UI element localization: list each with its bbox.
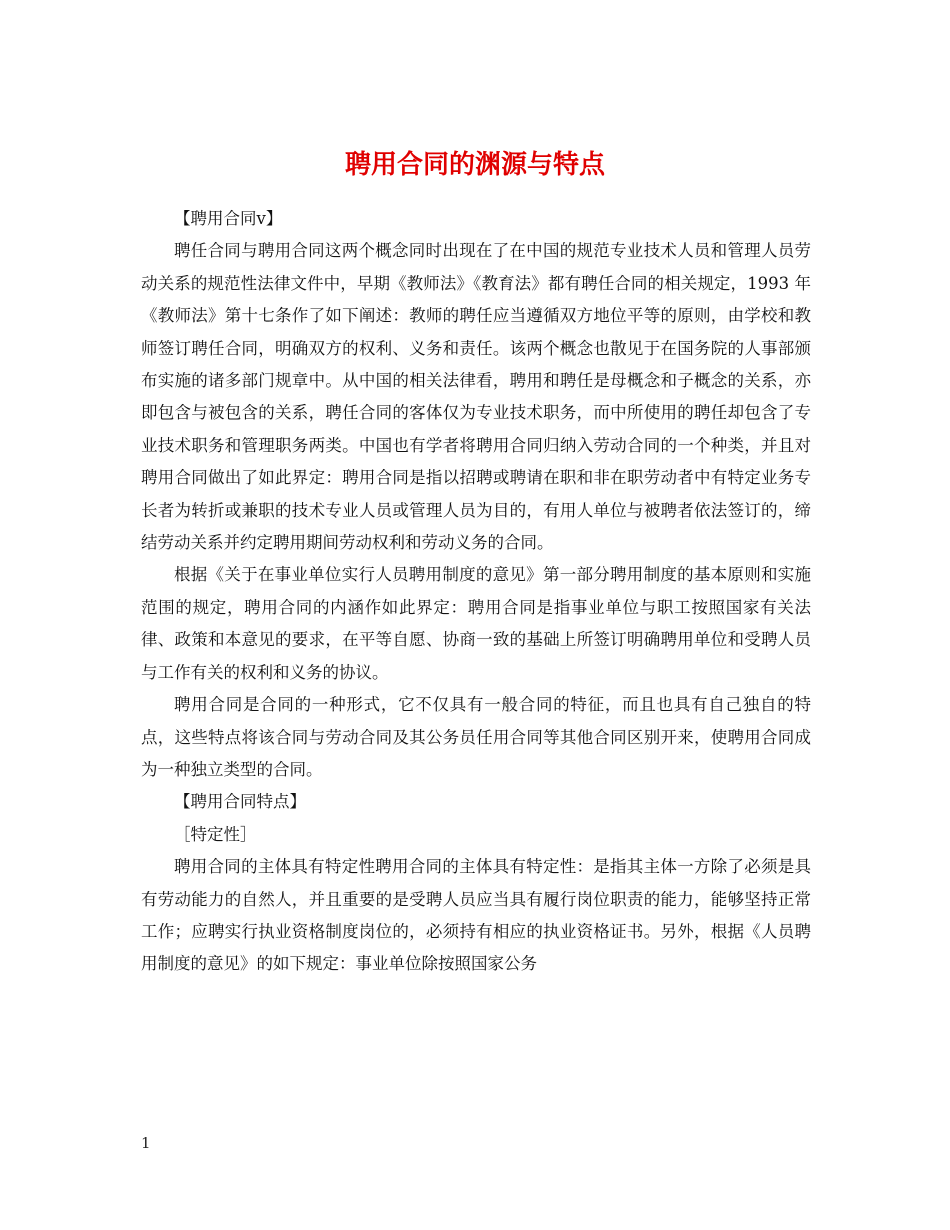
document-title: 聘用合同的渊源与特点 bbox=[344, 150, 605, 181]
page-number: 1 bbox=[141, 1134, 151, 1152]
paragraph-origin: 聘任合同与聘用合同这两个概念同时出现在了在中国的规范专业技术人员和管理人员劳动关系的规范性法律文件中，早期《教师法》《教育法》都有聘任合同的相关规定，1993 年《教师法》第十七条作了如下阐述：教师的聘任应当遵循双方地位平等的原则，由学校和教师签订聘任合同，明确双方的权利、义务和责任。该两个概念也散见于在国务院的人事部颁布实施的诸多部门规章中。从中国的相关法律看，聘用和聘任是母概念和子概念的关系，亦即包含与被包含的关系，聘任合同的客体仅为专业技术职务，而中所使用的聘任却包含了专业技术职务和管理职务两类。中国也有学者将聘用合同归纳入劳动合同的一个种类，并且对聘用合同做出了如此界定：聘用合同是指以招聘或聘请在职和非在职劳动者中有特定业务专长者为转折或兼职的技术专业人员或管理人员为目的，有用人单位与被聘者依法签订的，缔结劳动关系并约定聘用期间劳动权利和劳动义务的合同。 bbox=[141, 241, 811, 553]
section-heading-features: 【聘用合同特点】 bbox=[174, 792, 306, 812]
document-body bbox=[141, 203, 811, 981]
paragraph-specificity: 聘用合同的主体具有特定性聘用合同的主体具有特定性：是指其主体一方除了必须是具有劳动能力的自然人，并且重要的是受聘人员应当具有履行岗位职责的能力，能够坚持正常工作；应聘实行执业资格制度岗位的，必须持有相应的执业资格证书。另外，根据《人员聘用制度的意见》的如下规定：事业单位除按照国家公务 bbox=[141, 857, 811, 974]
section-heading-contract: 【聘用合同v】 bbox=[174, 209, 283, 228]
paragraph-definition: 根据《关于在事业单位实行人员聘用制度的意见》第一部分聘用制度的基本原则和实施范围的规定，聘用合同的内涵作如此界定：聘用合同是指事业单位与职工按照国家有关法律、政策和本意见的要求，在平等自愿、协商一致的基础上所签订明确聘用单位和受聘人员与工作有关的权利和义务的协议。 bbox=[141, 565, 811, 682]
subheading-specificity: ［特定性］ bbox=[174, 824, 257, 844]
paragraph-characteristics-intro: 聘用合同是合同的一种形式，它不仅具有一般合同的特征，而且也具有自己独自的特点，这些特点将该合同与劳动合同及其公务员任用合同等其他合同区别开来，使聘用合同成为一种独立类型的合同。 bbox=[141, 695, 811, 779]
